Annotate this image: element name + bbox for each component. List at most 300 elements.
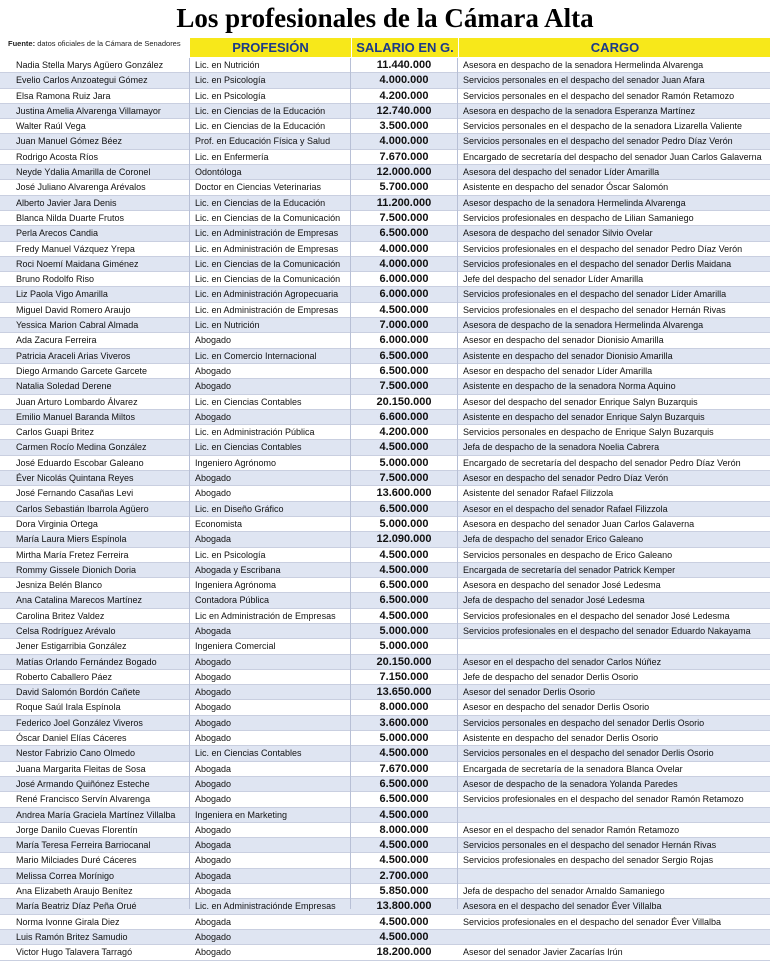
cell-salario: 7.670.000: [379, 762, 429, 775]
table-row: [0, 456, 770, 471]
column-divider: [189, 58, 190, 909]
cell-nombre: Miguel David Romero Araujo: [16, 304, 131, 315]
table-row: [0, 731, 770, 746]
cell-cargo: Servicios profesionales en el despacho del senador Ramón Retamozo: [463, 794, 744, 805]
cell-salario: 6.500.000: [379, 777, 429, 790]
table-row: [0, 196, 770, 211]
cell-cargo: Encargado de secretaría del despacho del senador Pedro Díaz Verón: [463, 457, 741, 468]
table-row: [0, 762, 770, 777]
table-row: [0, 792, 770, 807]
table-row: [0, 257, 770, 272]
table-row: [0, 333, 770, 348]
cell-nombre: Blanca Nilda Duarte Frutos: [16, 212, 125, 223]
cell-salario: 4.500.000: [379, 839, 429, 852]
cell-salario: 7.500.000: [379, 472, 429, 485]
table-row: [0, 884, 770, 899]
cell-cargo: Asistente en despacho del senador Dionisio Amarilla: [463, 350, 673, 361]
cell-profesion: Prof. en Educación Física y Salud: [195, 136, 331, 147]
cell-profesion: Lic. en Psicología: [195, 75, 266, 86]
cell-salario: 4.500.000: [379, 930, 429, 943]
cell-nombre: Victor Hugo Talavera Tarragó: [16, 947, 133, 958]
table-row: [0, 532, 770, 547]
cell-profesion: Contadora Pública: [195, 595, 270, 606]
table-row: [0, 716, 770, 731]
cell-nombre: Luis Ramón Britez Samudio: [16, 931, 128, 942]
cell-nombre: Evelio Carlos Anzoategui Gómez: [16, 75, 148, 86]
cell-nombre: Elsa Ramona Ruiz Jara: [16, 90, 111, 101]
cell-cargo: Servicios profesionales en el despacho del senador José Ledesma: [463, 610, 730, 621]
cell-profesion: Lic. en Administración de Empresas: [195, 228, 339, 239]
cell-cargo: Servicios profesionales en el despacho del senador Derlis Maidana: [463, 258, 732, 269]
cell-cargo: Servicios personales en el despacho de la senadora Lizarella Valiente: [463, 121, 743, 132]
cell-nombre: Éver Nicolás Quintana Reyes: [16, 473, 134, 484]
table-row: [0, 73, 770, 88]
cell-nombre: María Teresa Ferreira Barriocanal: [16, 840, 151, 851]
cell-salario: 6.500.000: [379, 793, 429, 806]
cell-nombre: José Eduardo Escobar Galeano: [16, 457, 144, 468]
cell-profesion: Abogado: [195, 824, 232, 835]
table-row: [0, 899, 770, 914]
cell-cargo: Asistente en despacho del senador Enrique Salyn Buzarquis: [463, 411, 705, 422]
cell-nombre: Federico Joel González Viveros: [16, 717, 143, 728]
cell-profesion: Abogada: [195, 886, 232, 897]
cell-cargo: Asesor despacho de la senadora Hermelinda Alvarenga: [463, 197, 686, 208]
cell-nombre: Fredy Manuel Vázquez Yrepa: [16, 243, 135, 254]
cell-cargo: Jefe del despacho del senador Líder Amarilla: [463, 274, 644, 285]
cell-cargo: Asesora en despacho de la senadora Esperanza Martínez: [463, 105, 696, 116]
cell-profesion: Abogado: [195, 931, 232, 942]
cell-profesion: Abogado: [195, 381, 232, 392]
table-row: [0, 58, 770, 73]
table-row: [0, 226, 770, 241]
cell-salario: 3.600.000: [379, 716, 429, 729]
cell-cargo: Servicios profesionales en el despacho del senador Pedro Díaz Verón: [463, 243, 743, 254]
cell-salario: 18.200.000: [376, 946, 432, 959]
cell-salario: 7.000.000: [379, 319, 429, 332]
cell-profesion: Lic. en Nutrición: [195, 60, 260, 70]
column-divider: [350, 58, 351, 909]
cell-salario: 13.600.000: [376, 487, 432, 500]
column-header-profesion: PROFESIÓN: [189, 38, 351, 57]
table-row: [0, 655, 770, 670]
cell-nombre: José Fernando Casañas Levi: [16, 488, 134, 499]
cell-nombre: Ada Zacura Ferreira: [16, 335, 97, 346]
table-row: [0, 578, 770, 593]
cell-salario: 5.000.000: [379, 456, 429, 469]
cell-profesion: Abogado: [195, 473, 232, 484]
source-note: [8, 39, 183, 48]
cell-cargo: Asistente en despacho del senador Derlis Osorio: [463, 733, 659, 744]
table-row: [0, 89, 770, 104]
column-header-salario: SALARIO EN G.: [351, 38, 458, 57]
cell-nombre: Walter Raúl Vega: [16, 121, 86, 132]
cell-salario: 6.500.000: [379, 594, 429, 607]
cell-salario: 4.500.000: [379, 609, 429, 622]
cell-cargo: Servicios personales en el despacho del senador Juan Afara: [463, 75, 705, 86]
cell-profesion: Doctor en Ciencias Veterinarias: [195, 182, 322, 193]
cell-nombre: Carlos Sebastián Ibarrola Agüero: [16, 503, 149, 514]
cell-cargo: Asesor en el despacho del senador Ramón Retamozo: [463, 824, 680, 835]
cell-salario: 4.500.000: [379, 441, 429, 454]
cell-salario: 5.000.000: [379, 640, 429, 653]
cell-cargo: Servicios personales en despacho de Erico Galeano: [463, 549, 673, 560]
table-row: [0, 808, 770, 823]
cell-nombre: Neyde Ydalia Amarilla de Coronel: [16, 167, 151, 178]
cell-profesion: Abogado: [195, 733, 232, 744]
table-row: [0, 624, 770, 639]
cell-profesion: Lic. en Ciencias de la Educación: [195, 197, 326, 208]
cell-nombre: Rodrigo Acosta Ríos: [16, 151, 99, 162]
cell-profesion: Abogada: [195, 870, 232, 881]
column-header-cargo: CARGO: [458, 38, 770, 57]
cell-salario: 5.700.000: [379, 181, 429, 194]
cell-salario: 12.740.000: [376, 104, 432, 117]
table-row: [0, 563, 770, 578]
cell-profesion: Economista: [195, 518, 243, 529]
cell-cargo: Asistente en despacho de la senadora Norma Aquino: [463, 381, 676, 392]
table-row: [0, 349, 770, 364]
cell-profesion: Abogada: [195, 763, 232, 774]
cell-nombre: Justina Amelia Alvarenga Villamayor: [16, 105, 161, 116]
cell-nombre: Matías Orlando Fernández Bogado: [16, 656, 157, 667]
cell-profesion: Lic. en Psicología: [195, 549, 266, 560]
cell-profesion: Ingeniera Comercial: [195, 641, 276, 652]
cell-profesion: Lic. en Ciencias de la Educación: [195, 121, 326, 132]
cell-nombre: Mario Milciades Duré Cáceres: [16, 855, 137, 866]
cell-nombre: Yessica Marion Cabral Almada: [16, 320, 139, 331]
table-row: [0, 823, 770, 838]
table-row: [0, 364, 770, 379]
cell-profesion: Lic. en Ciencias de la Comunicación: [195, 258, 341, 269]
table-row: [0, 242, 770, 257]
table-row: [0, 777, 770, 792]
cell-profesion: Abogada: [195, 840, 232, 851]
cell-salario: 11.200.000: [376, 196, 432, 209]
cell-cargo: Asesor en despacho del senador Dionisio Amarilla: [463, 335, 664, 346]
cell-nombre: René Francisco Servín Alvarenga: [16, 794, 151, 805]
cell-profesion: Lic en Administración de Empresas: [195, 610, 336, 621]
table-row: [0, 425, 770, 440]
cell-cargo: Asesor en despacho del senador Líder Amarilla: [463, 365, 653, 376]
cell-profesion: Lic. en Administración Pública: [195, 427, 315, 438]
cell-profesion: Abogado: [195, 411, 232, 422]
cell-cargo: Jefa de despacho del senador José Ledesma: [463, 595, 645, 606]
cell-profesion: Abogado: [195, 488, 232, 499]
table-row: [0, 930, 770, 945]
cell-cargo: Asesor del senador Javier Zacarías Irún: [463, 947, 623, 958]
table-row: [0, 609, 770, 624]
cell-profesion: Lic. en Psicología: [195, 90, 266, 101]
cell-profesion: Abogada: [195, 534, 232, 545]
cell-nombre: Roci Noemí Maidana Giménez: [16, 258, 139, 269]
cell-nombre: Norma Ivonne Girala Diez: [16, 916, 120, 927]
cell-nombre: Ana Catalina Marecos Martínez: [16, 595, 143, 606]
cell-cargo: Servicios profesionales en despacho del senador Sergio Rojas: [463, 855, 714, 866]
cell-profesion: Abogado: [195, 365, 232, 376]
table-row: [0, 670, 770, 685]
cell-profesion: Abogado: [195, 702, 232, 713]
column-divider: [457, 58, 458, 909]
cell-cargo: Jefa de despacho del senador Erico Galeano: [463, 534, 644, 545]
cell-profesion: Abogado: [195, 717, 232, 728]
cell-cargo: Asesora de despacho de la senadora Hermelinda Alvarenga: [463, 320, 704, 331]
cell-salario: 13.800.000: [376, 900, 432, 913]
table-row: [0, 746, 770, 761]
cell-nombre: Alberto Javier Jara Denis: [16, 197, 117, 208]
table-row: [0, 838, 770, 853]
cell-salario: 3.500.000: [379, 120, 429, 133]
cell-nombre: Carlos Guapi Britez: [16, 427, 95, 438]
cell-profesion: Abogado: [195, 947, 232, 958]
cell-profesion: Ingeniera Agrónoma: [195, 580, 277, 591]
table-row: [0, 165, 770, 180]
cell-nombre: Jener Estigarribia González: [16, 641, 127, 652]
cell-salario: 6.500.000: [379, 364, 429, 377]
cell-salario: 6.500.000: [379, 579, 429, 592]
cell-cargo: Asistente del senador Rafael Filizzola: [463, 488, 614, 499]
cell-cargo: Asesor en el despacho del senador Rafael Filizzola: [463, 503, 668, 514]
cell-salario: 6.500.000: [379, 349, 429, 362]
cell-cargo: Encargada de secretaría del senador Patrick Kemper: [463, 564, 676, 575]
table-row: [0, 548, 770, 563]
cell-profesion: Abogado: [195, 687, 232, 698]
cell-cargo: Asesora en despacho de la senadora Hermelinda Alvarenga: [463, 60, 704, 70]
cell-nombre: Melissa Correa Morínigo: [16, 870, 115, 881]
cell-profesion: Lic. en Comercio Internacional: [195, 350, 317, 361]
cell-nombre: David Salomón Bordón Cañete: [16, 687, 141, 698]
cell-cargo: Jefa de despacho del senador Arnaldo Samaniego: [463, 886, 665, 897]
cell-nombre: Dora Virginia Ortega: [16, 518, 98, 529]
cell-cargo: Asesora de despacho del senador Silvio Ovelar: [463, 228, 653, 239]
cell-nombre: Juan Manuel Gómez Béez: [16, 136, 123, 147]
cell-profesion: Abogada y Escribana: [195, 564, 281, 575]
cell-cargo: Servicios profesionales en el despacho del senador Líder Amarilla: [463, 289, 727, 300]
cell-profesion: Abogado: [195, 778, 232, 789]
cell-profesion: Lic. en Ciencias Contables: [195, 748, 302, 759]
table-row: [0, 287, 770, 302]
cell-nombre: Natalia Soledad Derene: [16, 381, 112, 392]
cell-profesion: Lic. en Diseño Gráfico: [195, 503, 284, 514]
table-row: [0, 700, 770, 715]
cell-salario: 7.500.000: [379, 380, 429, 393]
cell-salario: 4.500.000: [379, 915, 429, 928]
table-row: [0, 853, 770, 868]
table-row: [0, 471, 770, 486]
cell-salario: 4.500.000: [379, 808, 429, 821]
table-row: [0, 869, 770, 884]
cell-profesion: Lic. en Ciencias Contables: [195, 396, 302, 407]
table-row: [0, 395, 770, 410]
table-row: [0, 211, 770, 226]
cell-salario: 4.500.000: [379, 854, 429, 867]
table-row: [0, 104, 770, 119]
table-row: [0, 685, 770, 700]
cell-profesion: Lic. en Administración de Empresas: [195, 304, 339, 315]
cell-profesion: Lic. en Administración de Empresas: [195, 243, 339, 254]
cell-salario: 7.670.000: [379, 150, 429, 163]
cell-cargo: Servicios profesionales en despacho de Lilian Samaniego: [463, 212, 694, 223]
cell-nombre: Diego Armando Garcete Garcete: [16, 365, 148, 376]
table-body: [0, 58, 770, 961]
cell-nombre: Juana Margarita Fleitas de Sosa: [16, 763, 146, 774]
cell-salario: 7.500.000: [379, 211, 429, 224]
cell-salario: 4.000.000: [379, 242, 429, 255]
cell-nombre: Mirtha María Fretez Ferreira: [16, 549, 129, 560]
cell-cargo: Asesor en despacho del senador Pedro Díaz Verón: [463, 473, 669, 484]
table-row: [0, 639, 770, 654]
cell-profesion: Ingeniera en Marketing: [195, 809, 288, 820]
cell-profesion: Abogada: [195, 625, 232, 636]
cell-nombre: Jesniza Belén Blanco: [16, 580, 103, 591]
cell-nombre: Celsa Rodríguez Arévalo: [16, 625, 116, 636]
cell-salario: 6.000.000: [379, 334, 429, 347]
cell-profesion: Abogado: [195, 335, 232, 346]
cell-salario: 5.000.000: [379, 517, 429, 530]
cell-cargo: Jefa de despacho de la senadora Noelia Cabrera: [463, 442, 660, 453]
cell-nombre: José Armando Quiñónez Esteche: [16, 778, 150, 789]
cell-cargo: Servicios profesionales en el despacho del senador Hernán Rivas: [463, 304, 726, 315]
cell-salario: 5.850.000: [379, 885, 429, 898]
table-row: [0, 486, 770, 501]
cell-cargo: Asesor en el despacho del senador Carlos Núñez: [463, 656, 662, 667]
table-row: [0, 134, 770, 149]
cell-profesion: Lic. en Administraciónde Empresas: [195, 901, 336, 912]
table-row: [0, 318, 770, 333]
cell-cargo: Servicios profesionales en el despacho del senador Éver Villalba: [463, 916, 721, 927]
cell-salario: 8.000.000: [379, 823, 429, 836]
cell-salario: 6.000.000: [379, 273, 429, 286]
cell-cargo: Servicios personales en el despacho del senador Hernán Rivas: [463, 840, 717, 851]
cell-profesion: Lic. en Ciencias de la Comunicación: [195, 274, 341, 285]
cell-salario: 4.500.000: [379, 303, 429, 316]
cell-salario: 12.090.000: [376, 533, 432, 546]
cell-profesion: Lic. en Ciencias de la Educación: [195, 105, 326, 116]
cell-salario: 4.200.000: [379, 89, 429, 102]
cell-salario: 11.440.000: [376, 59, 432, 71]
table-row: [0, 119, 770, 134]
cell-profesion: Ingeniero Agrónomo: [195, 457, 277, 468]
table-row: [0, 379, 770, 394]
cell-cargo: Encargado de secretaría del despacho del senador Juan Carlos Galaverna: [463, 151, 762, 162]
table-row: [0, 945, 770, 960]
cell-nombre: Óscar Daniel Elías Cáceres: [16, 733, 127, 744]
cell-salario: 6.500.000: [379, 227, 429, 240]
cell-nombre: Roque Saúl Irala Espínola: [16, 702, 121, 713]
table-header: [0, 38, 770, 57]
cell-profesion: Abogado: [195, 656, 232, 667]
table-row: [0, 180, 770, 195]
cell-nombre: Jorge Danilo Cuevas Florentín: [16, 824, 138, 835]
cell-nombre: Patricia Araceli Arias Viveros: [16, 350, 131, 361]
cell-salario: 12.000.000: [376, 166, 432, 179]
cell-profesion: Abogado: [195, 855, 232, 866]
cell-salario: 4.500.000: [379, 563, 429, 576]
cell-salario: 4.000.000: [379, 135, 429, 148]
table-row: [0, 303, 770, 318]
cell-salario: 4.000.000: [379, 257, 429, 270]
cell-nombre: Liz Paola Vigo Amarilla: [16, 289, 108, 300]
cell-cargo: Asesora en despacho del senador José Ledesma: [463, 580, 661, 591]
cell-salario: 8.000.000: [379, 701, 429, 714]
cell-salario: 4.500.000: [379, 747, 429, 760]
cell-profesion: Abogado: [195, 794, 232, 805]
cell-cargo: Asistente en despacho del senador Óscar Salomón: [463, 182, 669, 193]
table-row: [0, 272, 770, 287]
cell-profesion: Abogada: [195, 916, 232, 927]
source-label: Fuente:: [8, 39, 36, 48]
cell-nombre: Bruno Rodolfo Riso: [16, 274, 95, 285]
cell-cargo: Asesora en el despacho del senador Éver Villalba: [463, 901, 662, 912]
cell-cargo: Servicios personales en el despacho del senador Pedro Díaz Verón: [463, 136, 733, 147]
cell-nombre: Ana Elizabeth Araujo Benítez: [16, 886, 133, 897]
cell-cargo: Servicios personales en despacho de Enrique Salyn Buzarquis: [463, 427, 714, 438]
cell-nombre: José Juliano Alvarenga Arévalos: [16, 182, 146, 193]
cell-salario: 20.150.000: [376, 395, 432, 408]
cell-profesion: Lic. en Enfermería: [195, 151, 269, 162]
cell-salario: 20.150.000: [376, 655, 432, 668]
cell-salario: 5.000.000: [379, 732, 429, 745]
table-row: [0, 440, 770, 455]
cell-salario: 4.200.000: [379, 426, 429, 439]
cell-salario: 2.700.000: [379, 869, 429, 882]
cell-nombre: Andrea María Graciela Martínez Villalba: [16, 809, 176, 820]
cell-nombre: Juan Arturo Lombardo Álvarez: [16, 396, 138, 407]
cell-profesion: Lic. en Administración Agropecuaria: [195, 289, 339, 300]
cell-cargo: Servicios personales en el despacho del senador Derlis Osorio: [463, 748, 714, 759]
cell-profesion: Odontóloga: [195, 167, 242, 178]
cell-salario: 6.600.000: [379, 410, 429, 423]
cell-cargo: Asesor del despacho del senador Enrique Salyn Buzarquis: [463, 396, 698, 407]
cell-nombre: Nadia Stella Marys Agüero González: [16, 60, 164, 70]
cell-salario: 5.000.000: [379, 624, 429, 637]
cell-nombre: María Laura Miers Espínola: [16, 534, 127, 545]
cell-cargo: Asesor en despacho del senador Derlis Osorio: [463, 702, 650, 713]
cell-cargo: Encargada de secretaría de la senadora Blanca Ovelar: [463, 763, 683, 774]
cell-cargo: Jefe de despacho del senador Derlis Osorio: [463, 671, 639, 682]
cell-nombre: Roberto Caballero Páez: [16, 671, 113, 682]
page-title: Los profesionales de la Cámara Alta: [176, 3, 594, 33]
table-row: [0, 410, 770, 425]
cell-salario: 6.500.000: [379, 502, 429, 515]
cell-salario: 7.150.000: [379, 670, 429, 683]
table-row: [0, 150, 770, 165]
cell-nombre: Emilio Manuel Baranda Miltos: [16, 411, 136, 422]
cell-profesion: Lic. en Ciencias Contables: [195, 442, 302, 453]
cell-profesion: Abogado: [195, 671, 232, 682]
cell-cargo: Asesor del senador Derlis Osorio: [463, 687, 596, 698]
cell-profesion: Lic. en Ciencias de la Comunicación: [195, 212, 341, 223]
cell-cargo: Asesor de despacho de la senadora Yolanda Paredes: [463, 778, 678, 789]
cell-salario: 13.650.000: [376, 686, 432, 699]
cell-cargo: Servicios personales en el despacho del senador Ramón Retamozo: [463, 90, 735, 101]
source-text: datos oficiales de la Cámara de Senadores: [37, 39, 181, 48]
cell-salario: 6.000.000: [379, 288, 429, 301]
cell-cargo: Asesora en despacho del senador Juan Carlos Galaverna: [463, 518, 695, 529]
cell-cargo: Servicios profesionales en el despacho del senador Eduardo Nakayama: [463, 625, 751, 636]
cell-salario: 4.500.000: [379, 548, 429, 561]
cell-nombre: Rommy Gissele Dionich Doria: [16, 564, 137, 575]
table-row: [0, 915, 770, 930]
cell-nombre: Carmen Rocío Medina González: [16, 442, 147, 453]
table-row: [0, 517, 770, 532]
cell-nombre: Nestor Fabrizio Cano Olmedo: [16, 748, 136, 759]
cell-profesion: Lic. en Nutrición: [195, 320, 260, 331]
cell-cargo: Servicios personales en despacho del senador Derlis Osorio: [463, 717, 705, 728]
cell-nombre: María Beatriz Díaz Peña Orué: [16, 901, 137, 912]
cell-nombre: Carolina Britez Valdez: [16, 610, 105, 621]
cell-salario: 4.000.000: [379, 74, 429, 87]
cell-nombre: Perla Arecos Candia: [16, 228, 99, 239]
